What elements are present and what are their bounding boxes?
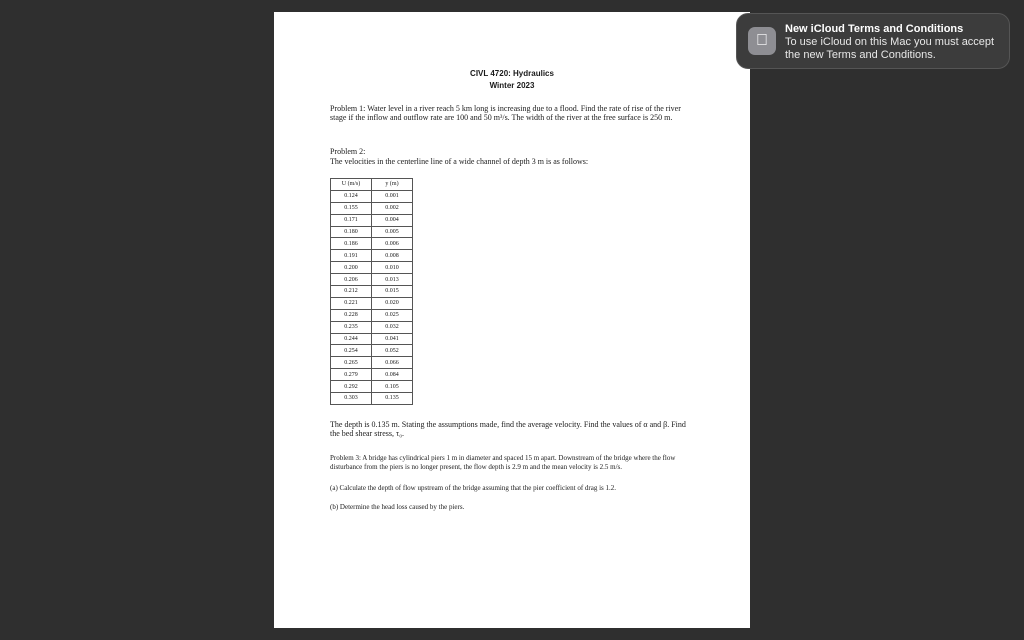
velocity-cell: 0.265 [331,357,372,369]
table-row [331,393,413,405]
velocity-cell: 0.303 [331,393,372,405]
depth-cell: 0.041 [372,333,413,345]
velocity-cell: 0.221 [331,297,372,309]
table-row [331,202,413,214]
table-row [331,369,413,381]
velocity-cell: 0.180 [331,226,372,238]
depth-cell: 0.008 [372,250,413,262]
velocity-cell: 0.200 [331,262,372,274]
table-header-row [331,179,413,191]
document-page [274,12,750,628]
problem-2-followup: The depth is 0.135 m. Stating the assumptions made, find the average velocity. Find the values of α and β. Find the bed shear stress, τ₀. [330,420,686,438]
problem-1-text: Problem 1: Water level in a river reach 5 km long is increasing due to a flood. Find the rate of rise of the river stage if the inflow and outflow rate are 100 and 50 m³/s. The width of the river at the free surface is 250 m. [330,104,681,122]
velocity-cell: 0.228 [331,309,372,321]
depth-cell: 0.010 [372,262,413,274]
table-row [331,274,413,286]
term-title: Winter 2023 [489,81,535,90]
velocity-cell: 0.206 [331,274,372,286]
velocity-cell: 0.186 [331,238,372,250]
velocity-cell: 0.254 [331,345,372,357]
depth-cell: 0.084 [372,369,413,381]
table-row [331,297,413,309]
velocity-cell: 0.235 [331,321,372,333]
depth-cell: 0.032 [372,321,413,333]
problem-3-part-a: (a) Calculate the depth of flow upstream of the bridge assuming that the pier coefficient of drag is 1.2. [330,484,617,492]
velocity-cell: 0.191 [331,250,372,262]
table-row [331,321,413,333]
table-row [331,214,413,226]
table-row [331,286,413,298]
velocity-cell: 0.212 [331,286,372,298]
notification-body: To use iCloud on this Mac you must accept the new Terms and Conditions. [785,36,995,61]
problem-2-intro: The velocities in the centerline line of a wide channel of depth 3 m is as follows: [330,157,589,166]
table-row [331,333,413,345]
problem-3-text: Problem 3: A bridge has cylindrical piers 1 m in diameter and spaced 15 m apart. Downstream of the bridge where the flow disturbance from the piers is no longer present, the flow depth is 2.9 m and the mean velocity is 2.5 m/s. [330,454,676,471]
depth-cell: 0.015 [372,286,413,298]
velocity-cell: 0.171 [331,214,372,226]
table-row [331,262,413,274]
velocity-cell: 0.155 [331,202,372,214]
column-header-y: y (m) [372,179,413,191]
depth-cell: 0.006 [372,238,413,250]
table-row [331,309,413,321]
depth-cell: 0.020 [372,297,413,309]
table-row [331,238,413,250]
velocity-cell: 0.244 [331,333,372,345]
table-row [331,357,413,369]
velocity-cell: 0.292 [331,381,372,393]
depth-cell: 0.105 [372,381,413,393]
table-row [331,250,413,262]
table-row [331,345,413,357]
problem-2-heading: Problem 2: [330,147,366,156]
velocity-cell: 0.124 [331,190,372,202]
table-row [331,226,413,238]
depth-cell: 0.052 [372,345,413,357]
depth-cell: 0.135 [372,393,413,405]
column-header-u: U (m/s) [331,179,372,191]
table-row [331,190,413,202]
notification-title: New iCloud Terms and Conditions [785,23,964,35]
problem-3-part-b: (b) Determine the head loss caused by the piers. [330,503,465,511]
course-title: CIVL 4720: Hydraulics [470,69,554,78]
depth-cell: 0.005 [372,226,413,238]
velocity-table [330,178,413,405]
apple-logo-icon [748,27,776,55]
depth-cell: 0.004 [372,214,413,226]
depth-cell: 0.013 [372,274,413,286]
icloud-notification[interactable] [736,13,1010,69]
depth-cell: 0.066 [372,357,413,369]
depth-cell: 0.001 [372,190,413,202]
depth-cell: 0.002 [372,202,413,214]
depth-cell: 0.025 [372,309,413,321]
velocity-cell: 0.279 [331,369,372,381]
table-row [331,381,413,393]
